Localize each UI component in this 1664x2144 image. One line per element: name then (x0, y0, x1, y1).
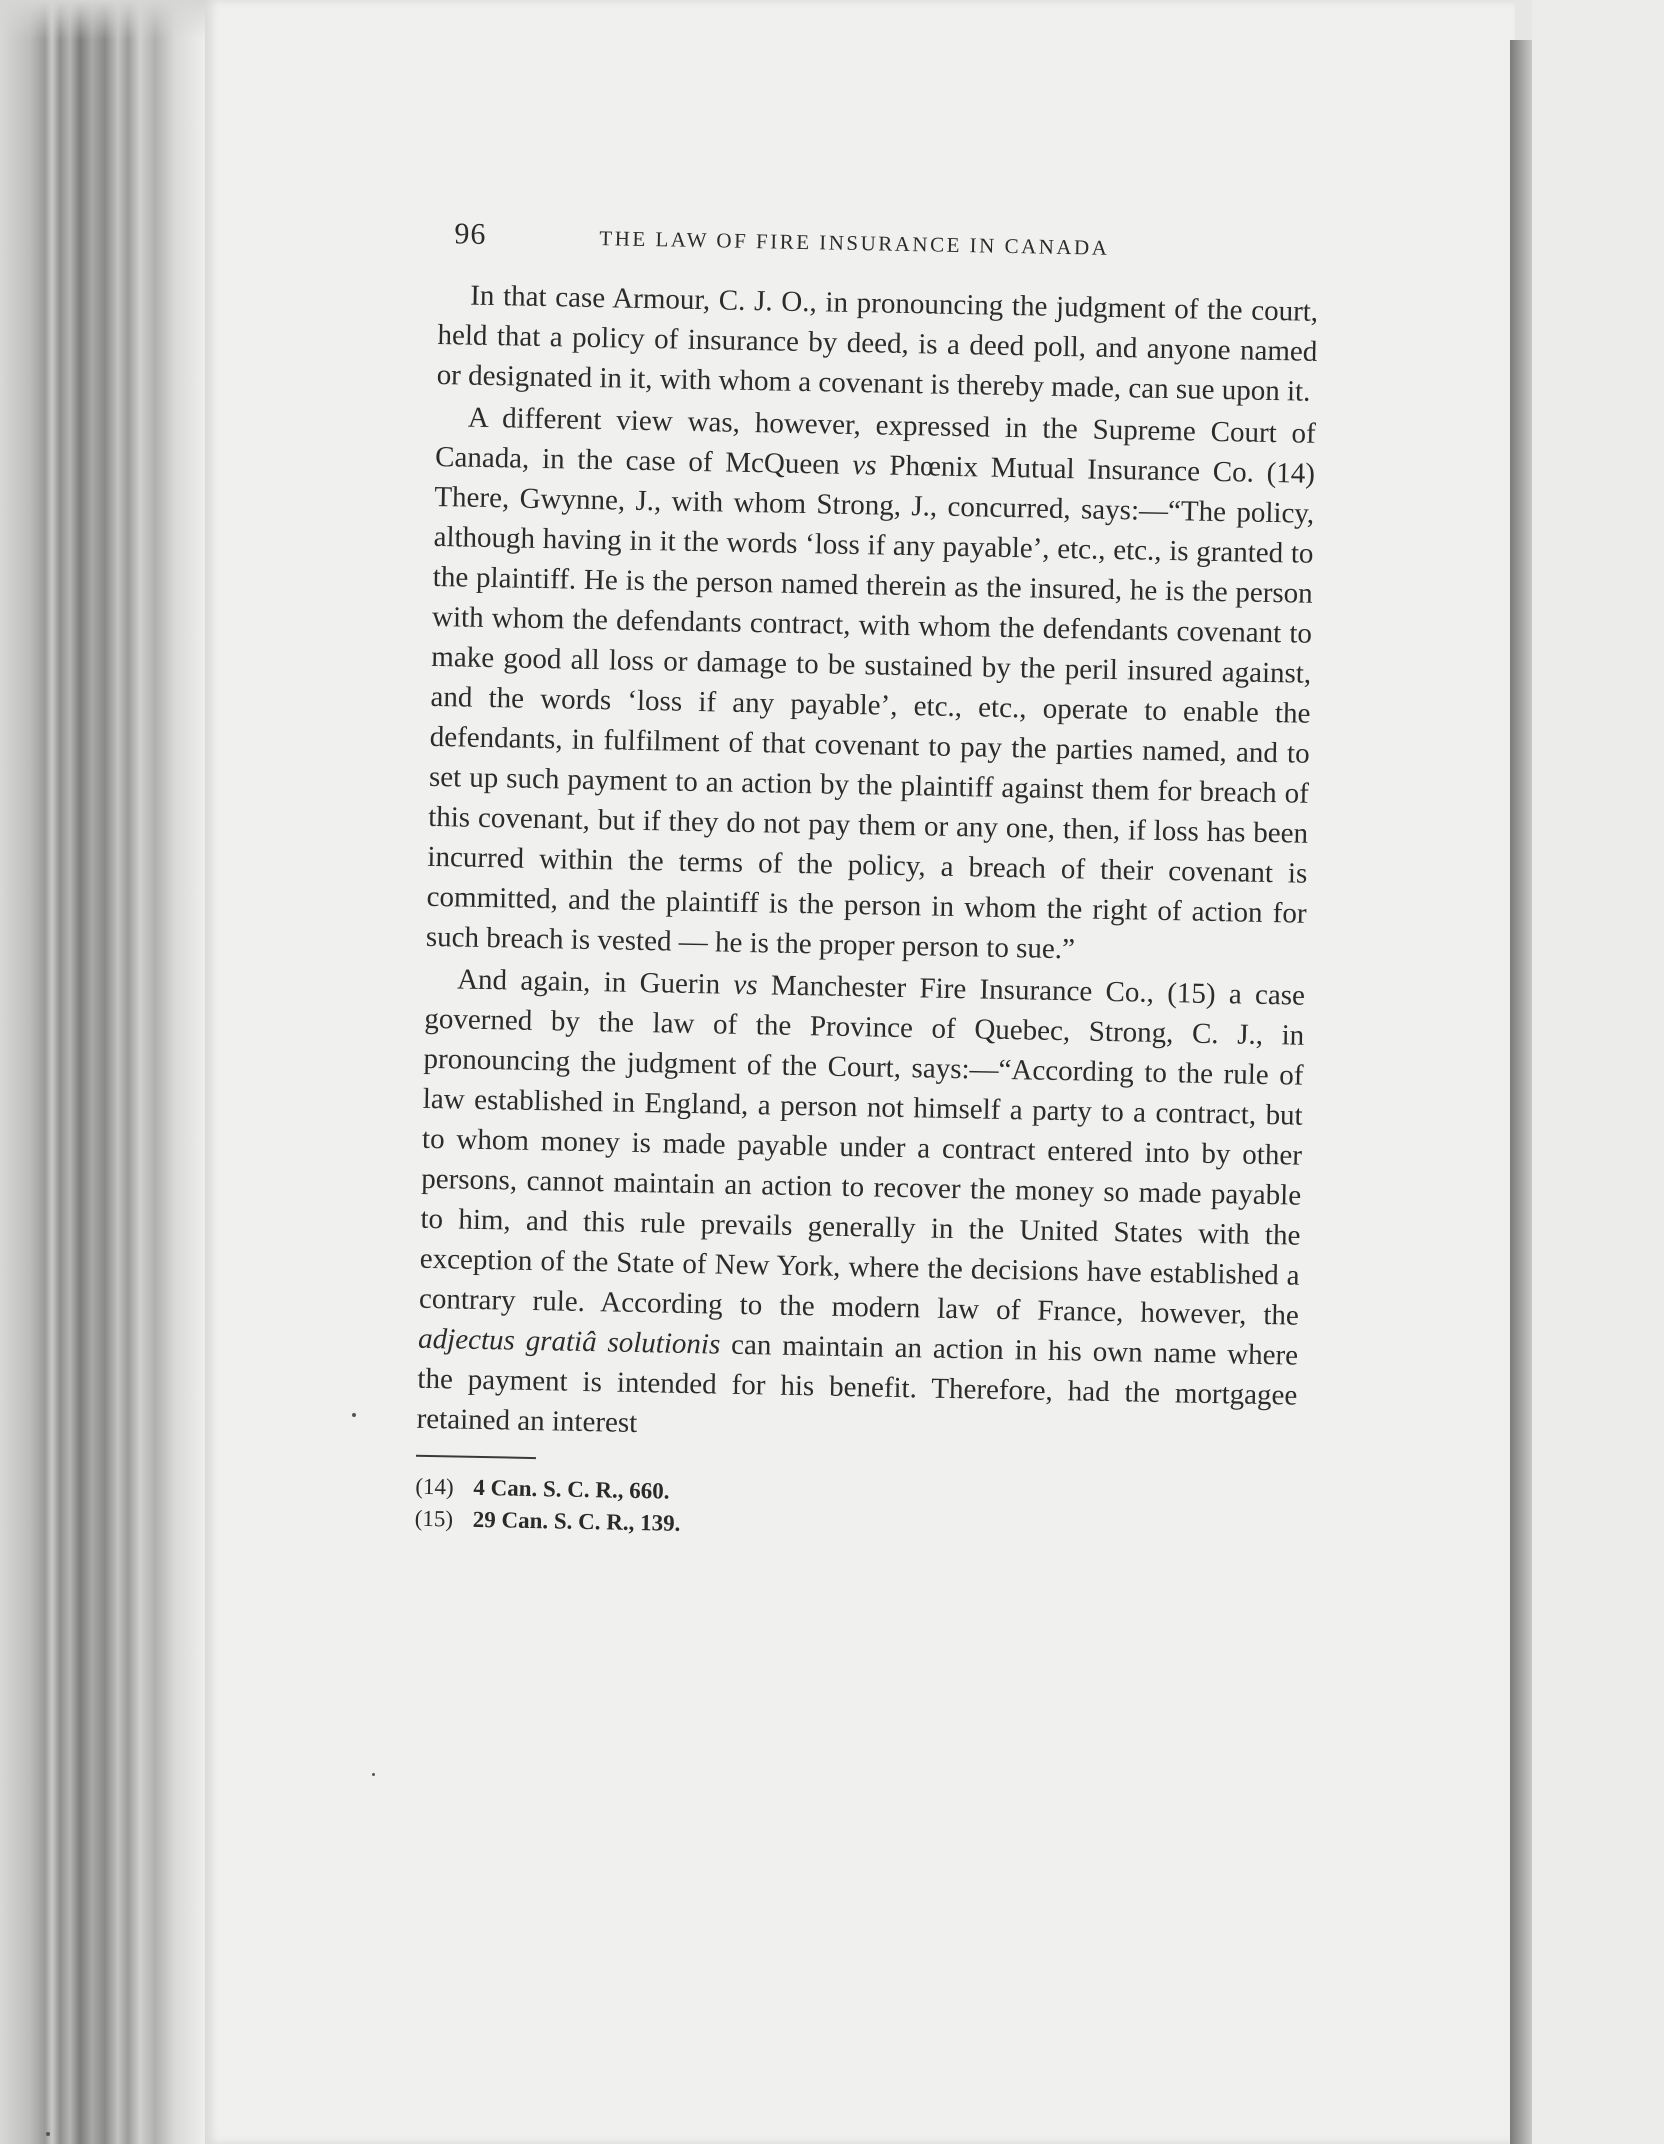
footnote-number: (15) (414, 1505, 454, 1532)
paragraph-text: In that case Armour, C. J. O., in pronouncing the judgment of the court, held that a policy of insurance by deed, is a deed poll, and anyone named or designated in it, with whom a covenant is thereby made, can sue upon it. (436, 279, 1319, 408)
page-content (414, 205, 1339, 1552)
versus-italic: vs (733, 968, 758, 1002)
body-text (416, 275, 1318, 1456)
page-number: 96 (454, 217, 487, 251)
paragraph-text: And again, in Guerin (456, 963, 721, 1001)
dust-speck (352, 1413, 356, 1417)
paragraph-3 (416, 959, 1305, 1456)
paragraph-text: can maintain an action in his own name where the payment is intended for his benefit. Therefore, had the mortgagee retained an interest (416, 1328, 1299, 1440)
paragraph-text: Phœnix Mutual Insurance Co. (14) There, Gwynne, J., with whom Strong, J., concurred, says:—“The policy, although having in it the words ‘loss if any payable’, etc., etc., is granted to the plaintiff. He is the person named therein as the insured, he is the person with whom the defendants contract, with whom the defendants covenant to make good all loss or damage to be sustained by the peril insured against, and the words ‘loss if any payable’, etc., etc., operate to enable the defendants, in fulfilment of that covenant to pay the parties named, and to set up such payment to an action by the plaintiff against them for breach of this covenant, but if they do not pay them or any one, then, if loss has been incurred within the terms of the policy, a breach of their covenant is committed, and the plaintiff is the person in whom the right of action for such breach is vested — he is the proper person to sue.” (425, 449, 1316, 966)
footnote-number: (14) (415, 1473, 454, 1500)
scan-margin (1532, 0, 1664, 2144)
footnote-text: 4 Can. S. C. R., 660. (473, 1474, 670, 1504)
latin-phrase: adjectus gratiâ solutionis (417, 1322, 721, 1361)
dust-speck (372, 1773, 375, 1776)
versus-italic: vs (852, 448, 877, 482)
footnote-text: 29 Can. S. C. R., 139. (472, 1506, 681, 1536)
dust-speck (46, 2132, 50, 2136)
running-head: THE LAW OF FIRE INSURANCE IN CANADA (599, 226, 1110, 260)
footnote-divider (416, 1455, 536, 1459)
paragraph-2 (426, 397, 1317, 974)
paragraph-1 (436, 275, 1318, 412)
paragraph-text: A different view was, however, expressed in the Supreme Court of Canada, in the case of McQueen (434, 401, 1317, 481)
book-edge-shadow (0, 0, 205, 40)
facing-page-edge (1510, 40, 1532, 2144)
paragraph-text: Manchester Fire Insurance Co., (15) a case governed by the law of the Province of Quebec, Strong, C. J., in pronouncing the judgment of the Court, says:—“According to the rule of law established in England, a person not himself a party to a contract, but to whom money is made payable under a contract entered into by other persons, cannot maintain an action to recover the money so made payable to him, and this rule prevails generally in the United States with the exception of the State of New York, where the decisions have established a contrary rule. According to the modern law of France, however, the (418, 969, 1306, 1332)
book-page-edges (0, 0, 205, 2144)
